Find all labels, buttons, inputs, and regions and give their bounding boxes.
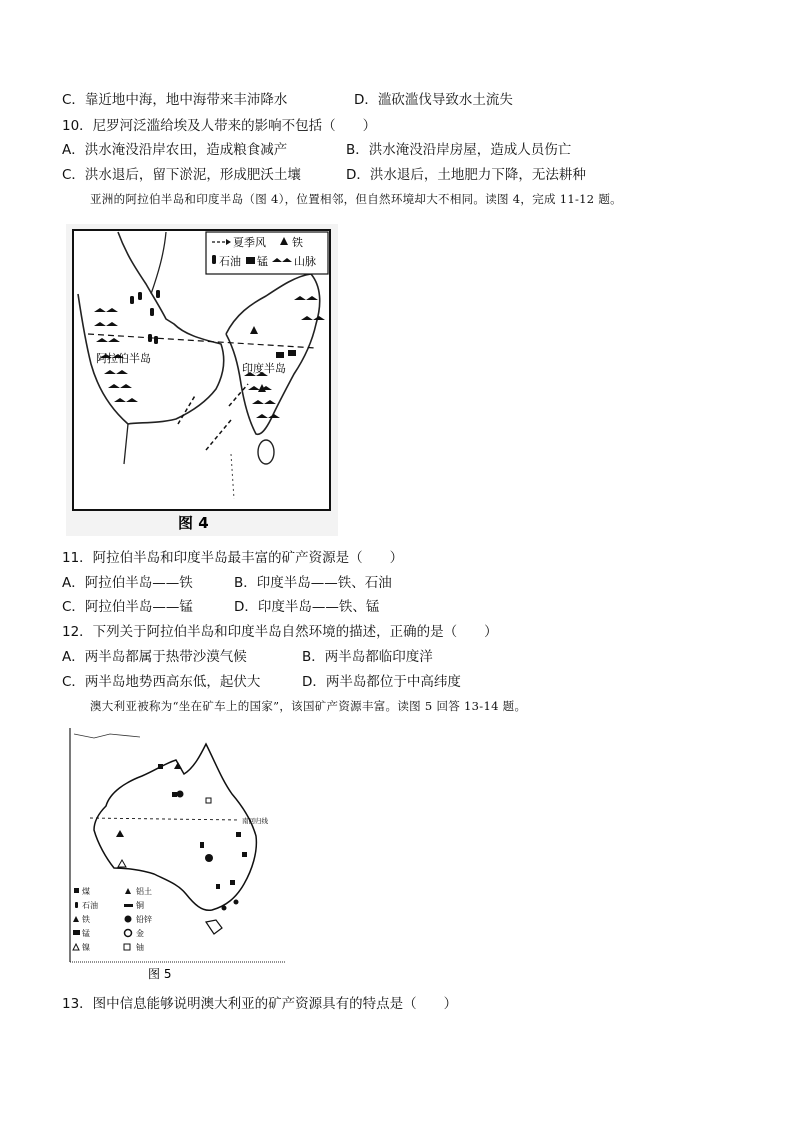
q12-option-a: A．两半岛都属于热带沙漠气候 — [62, 649, 247, 665]
svg-text:铁: 铁 — [82, 915, 90, 924]
q11-option-b: B．印度半岛——铁、石油 — [234, 575, 392, 591]
fig4-caption: 图 4 — [178, 514, 209, 532]
q12-stem: 12．下列关于阿拉伯半岛和印度半岛自然环境的描述，正确的是（ ） — [62, 624, 498, 640]
tropic-label: 南回归线 — [242, 817, 268, 825]
manganese-icon — [288, 350, 296, 356]
svg-text:铅锌: 铅锌 — [136, 915, 152, 924]
intro-fig4: 亚洲的阿拉伯半岛和印度半岛（图 4），位置相邻，但自然环境却大不相同。读图 4，完成 11-12 题。 — [90, 192, 622, 206]
svg-text:山脉: 山脉 — [294, 255, 316, 268]
q10-option-a: A．洪水淹没沿岸农田，造成粮食减产 — [62, 142, 288, 158]
svg-text:石油: 石油 — [219, 255, 241, 268]
q12-option-d: D．两半岛都位于中高纬度 — [302, 674, 461, 690]
q11-option-a: A．阿拉伯半岛——铁 — [62, 575, 193, 591]
q11-stem: 11．阿拉伯半岛和印度半岛最丰富的矿产资源是（ ） — [62, 550, 404, 566]
fig5-caption: 图 5 — [148, 967, 172, 981]
fig5-legend — [73, 886, 152, 952]
q10-stem: 10．尼罗河泛滥给埃及人带来的影响不包括（ ） — [62, 118, 377, 134]
svg-text:锰: 锰 — [257, 255, 268, 268]
q12-option-c: C．两半岛地势西高东低，起伏大 — [62, 674, 261, 690]
svg-text:镍: 镍 — [82, 943, 90, 952]
label-arabia: 阿拉伯半岛 — [96, 352, 151, 365]
q9-option-c: C．靠近地中海，地中海带来丰沛降水 — [62, 92, 288, 108]
q11-option-c: C．阿拉伯半岛——锰 — [62, 599, 193, 615]
svg-text:铜: 铜 — [136, 901, 144, 910]
svg-text:夏季风: 夏季风 — [233, 236, 266, 249]
fig4-legend — [206, 232, 328, 274]
q13-stem: 13．图中信息能够说明澳大利亚的矿产资源具有的特点是（ ） — [62, 996, 458, 1012]
svg-text:铀: 铀 — [136, 943, 144, 952]
q12-option-b: B．两半岛都临印度洋 — [302, 649, 433, 665]
svg-text:煤: 煤 — [82, 887, 90, 896]
intro-fig5: 澳大利亚被称为“坐在矿车上的国家”，该国矿产资源丰富。读图 5 回答 13-14 题。 — [90, 699, 527, 713]
svg-text:铝土: 铝土 — [136, 887, 152, 896]
svg-text:石油: 石油 — [82, 901, 98, 910]
q11-option-d: D．印度半岛——铁、锰 — [234, 599, 380, 615]
q10-option-c: C．洪水退后，留下淤泥，形成肥沃土壤 — [62, 167, 301, 183]
label-india: 印度半岛 — [242, 362, 286, 375]
q10-option-d: D．洪水退后，土地肥力下降，无法耕种 — [346, 167, 586, 183]
q9-option-d: D．滥砍滥伐导致水土流失 — [354, 92, 513, 108]
q10-option-b: B．洪水淹没沿岸房屋，造成人员伤亡 — [346, 142, 572, 158]
svg-text:金: 金 — [136, 929, 144, 938]
figure-4 — [66, 224, 338, 540]
manganese-icon — [276, 352, 284, 358]
figure-5 — [66, 724, 288, 986]
svg-text:锰: 锰 — [82, 929, 90, 938]
svg-text:铁: 铁 — [292, 236, 303, 249]
